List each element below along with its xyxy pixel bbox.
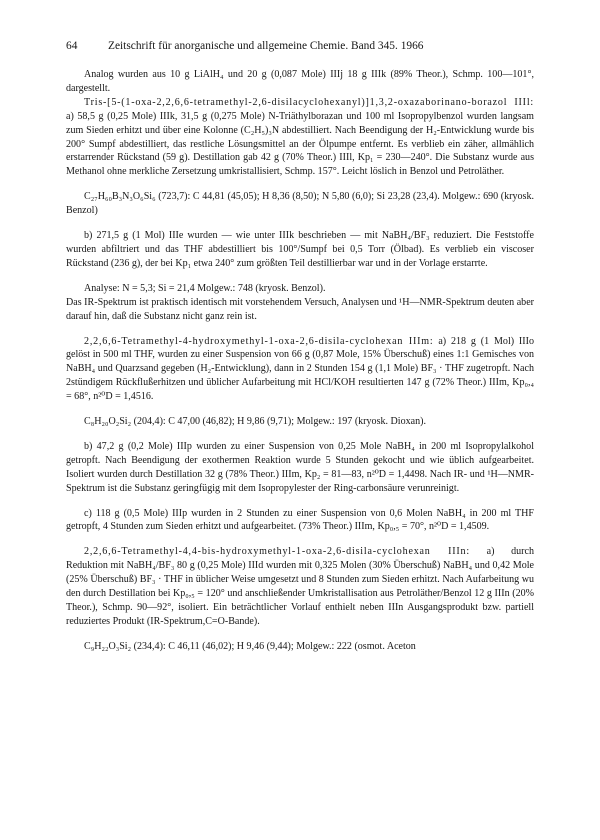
paragraph-IIIn — [66, 545, 534, 628]
paragraph-analog: Analog wurden aus 10 g LiAlH₄ und 20 g (0,087 Mole) IIIj 18 g IIIk (89% Theor.), Schmp. 100—101°, dargestellt. — [66, 69, 534, 94]
elemental-analysis-IIIl: C₂₇H₆₀B₃N₃O₆Si₆ (723,7): C 44,81 (45,05); H 8,36 (8,50); N 5,80 (6,0); Si 23,28 (23,4). Molgew.: 690 (kryosk. Benzol) — [66, 191, 534, 217]
elemental-analysis-IIIm: C₈H₂₀O₂Si₂ (204,4): C 47,00 (46,82); H 9,86 (9,71); Molgew.: 197 (kryosk. Dioxan). — [84, 416, 426, 428]
procedure-IIIl-a: a) 58,5 g (0,25 Mole) IIIk, 31,5 g (0,275 Mole) N-Triäthylborazan und 100 ml Isopropylbenzol wurden langsam zum Sieden erhitzt und über eine Kolonne (C₂H₅)₃N abdestilliert. Nach Beendigung der H₂-Entwicklung wurde bis 200° Sumpf abdestilliert, das restliche Lösungsmittel an der Ölpumpe entfernt. Es verblieb ein zäher, allmählich erstarrender Rückstand (59 g). Destillation gab 42 g (70% Theor.) IIIl, Kp₁ = 230—240°. Die Substanz wurde aus Methanol ohne merkliche Zersetzung umkristallisiert, Schmp. 157°. Leicht löslich in Benzol und Petroläther. — [66, 110, 534, 178]
paragraph-IIIm — [66, 335, 534, 405]
ir-spectrum-note: Das IR-Spektrum ist praktisch identisch mit vorstehendem Versuch, Analysen und ¹H—NMR-Spektrum deuten aber darauf hin, daß die Substanz nicht ganz rein ist. — [66, 296, 534, 322]
procedure-IIIl-b: b) 271,5 g (1 Mol) IIIe wurden — wie unter IIIk beschrieben — mit NaBH₄/BF₃ reduziert. Die Feststoffe wurden abfiltriert und das THF abdestilliert bis 100°/Sumpf bei 0,5 Torr (Ölbad). Es verblieb ein viscoser Rückstand (236 g), der bei Kp₁ etwa 240° zum größten Teil destillierbar war und in der Vorlage erstarrte. — [66, 230, 534, 269]
compound-title-IIIn: 2,2,6,6-Tetramethyl-4,4-bis-hydroxymethyl-1-oxa-2,6-disila-cyclohexan IIIn: — [84, 546, 470, 558]
analysis-IIIl-b: Analyse: N = 5,3; Si = 21,4 Molgew.: 748 (kryosk. Benzol). — [84, 282, 326, 294]
procedure-IIIm-a: a) 218 g (1 Mol) IIIo gelöst in 500 ml THF, wurden zu einer Suspension von 66 g (0,87 Mole, 15% Überschuß) eines 1:1 Gemisches von NaBH₄ und Quarzsand gegeben (H₂-Entwicklung), dann in 2 Stunden 154 g (1,1 Mole) BF₃ · THF zugetropft. Nach 2stündigem Rückflußerhitzen und üblicher Aufarbeitung mit HCl/KOH resultierten 147 g (72% Theor.) IIIm, Kp₀,₄ = 68°, n²⁰D = 1,4516. — [66, 335, 534, 403]
page-number: 64 — [66, 40, 78, 52]
journal-title: Zeitschrift für anorganische und allgemeine Chemie. Band 345. 1966 — [108, 40, 424, 52]
paragraph-tris-borazol — [66, 96, 534, 179]
compound-title-IIIl: Tris-[5-(1-oxa-2,2,6,6-tetramethyl-2,6-disilacyclohexanyl)]1,3,2-oxazaborinano-borazol IIIl: — [84, 96, 534, 108]
compound-title-IIIm: 2,2,6,6-Tetramethyl-4-hydroxymethyl-1-oxa-2,6-disila-cyclohexan IIIm: — [84, 335, 434, 347]
procedure-IIIn-a: a) durch Reduktion mit NaBH₄/BF₃ 80 g (0,25 Mole) IIId wurden mit 0,325 Molen (30% Überschuß) NaBH₄ und 0,42 Mole (25% Überschuß) BF₃ · THF in üblicher Weise umgesetzt und 8 Stunden zum Sieden erhitzt. Nach Aufarbeitung wu den durch Destillation bei Kp₀,₅ = 120° und anschließender Umkristallisation aus Petroläther/Benzol 12 g IIIn (20% Theor.), Schmp. 90—92°, isoliert. Ein beträchtlicher Vorlauf enthielt neben IIIn Ausgangsprodukt bzw. partiell reduziertes Produkt (IR-Spektrum,C=O-Bande). — [66, 546, 534, 627]
page-body — [66, 68, 534, 654]
procedure-IIIm-b: b) 47,2 g (0,2 Mole) IIIp wurden zu einer Suspension von 0,25 Mole NaBH₄ in 200 ml Isopropylalkohol getropft. Nach Beendigung der exothermen Reaktion wurde 5 Stunden gekocht und wie üblich aufgearbeitet. Isoliert wurden durch Destillation 32 g (78% Theor.) IIIm, Kp₂ = 81—83, n²⁰D = 1,4498. Nach IR- und ¹H—NMR-Spektrum ist die Substanz geringfügig mit dem Isopropylester der Ring-carbonsäure verunreinigt. — [66, 440, 534, 494]
procedure-IIIm-c: c) 118 g (0,5 Mole) IIIp wurden in 2 Stunden zu einer Suspension von 0,6 Molen NaBH₄ in 200 ml THF getropft, 4 Stunden zum Sieden erhitzt und aufgearbeitet. (73% Theor.) IIIm, Kp₀,₅ = 70°, n²⁰D = 1,4509. — [66, 507, 534, 533]
elemental-analysis-IIIn: C₉H₂₂O₃Si₂ (234,4): C 46,11 (46,02); H 9,46 (9,44); Molgew.: 222 (osmot. Aceton — [84, 640, 416, 652]
running-header — [66, 40, 536, 58]
